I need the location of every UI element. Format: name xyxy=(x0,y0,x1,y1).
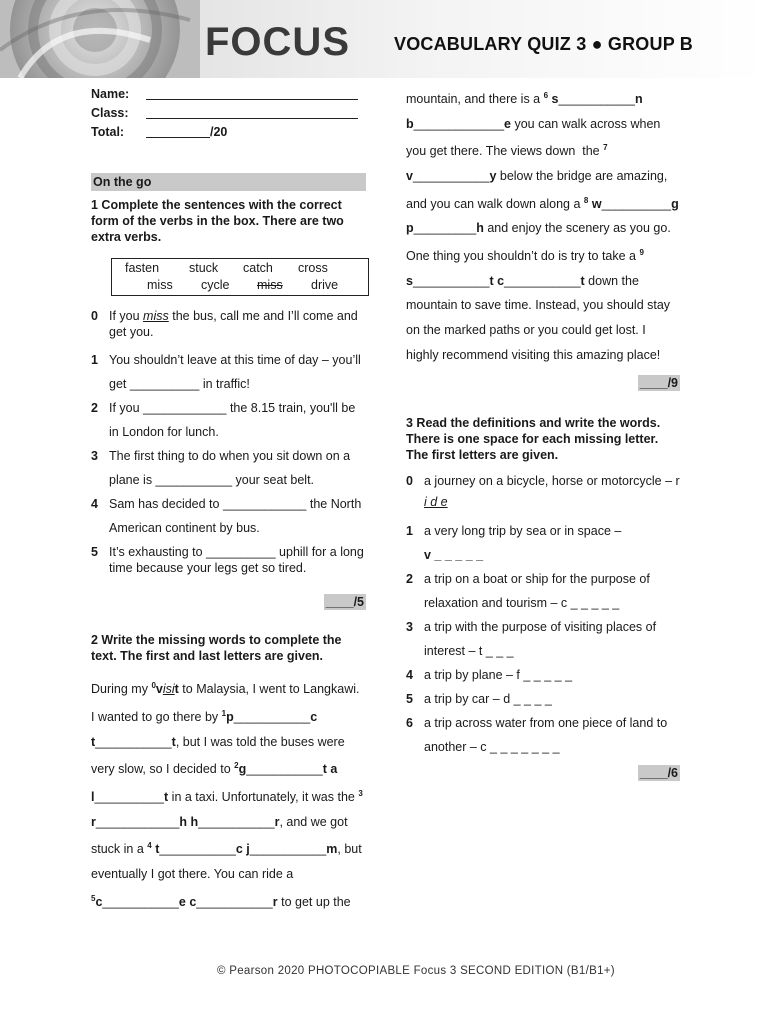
score-box[interactable]: ____/6 xyxy=(639,766,678,781)
ex1-item[interactable] xyxy=(91,348,366,396)
item-number: 1 xyxy=(406,524,413,539)
example-answer: miss xyxy=(143,309,169,323)
item-text: You shouldn’t leave at this time of day – you’ll get __________ in traffic! xyxy=(109,353,361,391)
example-text: a journey on a bicycle, horse or motorcycle – r xyxy=(424,474,680,489)
ex1-score xyxy=(91,594,366,610)
ex3-instruction: 3 Read the definitions and write the words. There is one space for each missing letter. The first letters are given. xyxy=(406,416,661,463)
quiz-title: VOCABULARY QUIZ 3 ● GROUP B xyxy=(394,34,693,54)
word-box xyxy=(111,258,369,296)
word-box-item-crossed: miss xyxy=(257,278,283,292)
item-text: a trip on a boat or ship for the purpose of relaxation and tourism – c _ _ _ _ _ xyxy=(424,572,650,611)
total-row xyxy=(91,122,366,141)
item-text: a trip by car – d _ _ _ _ xyxy=(424,692,552,707)
word-box-item: fasten xyxy=(125,261,160,275)
word-box-item: catch xyxy=(243,261,273,275)
total-label: Total: xyxy=(91,124,125,139)
swirl-graphic-icon xyxy=(0,0,200,78)
class-label: Class: xyxy=(91,105,129,120)
class-field[interactable] xyxy=(146,107,358,119)
ex1-item[interactable] xyxy=(91,396,366,444)
ex2-text-part1: During my $^0$visit to Malaysia, I went to Langkawi. I wanted to go there by $^1$p___________c t___________t, but I was told the buses were very slow, so I decided to $^2$g___________t a l__________t in a taxi. Unfortunately, it was the $^3$ r____________h h___________r, and we got stuck in a $^4$ t___________c j___________m, but eventually I got there. You can ride a $^5$c___________e c___________r to get up the xyxy=(91,681,363,909)
item-number: 2 xyxy=(406,572,413,587)
class-row xyxy=(91,103,366,122)
item-number: 6 xyxy=(406,716,413,731)
ex3-item[interactable] xyxy=(406,663,680,687)
ex2-score xyxy=(406,375,680,391)
item-number: 5 xyxy=(406,692,413,707)
header-banner xyxy=(0,0,768,78)
total-suffix: /20 xyxy=(210,124,228,139)
score-box[interactable]: ____/5 xyxy=(325,595,364,609)
word-box-item: drive xyxy=(311,278,339,292)
item-text: a very long trip by sea or in space – xyxy=(424,524,622,539)
ex3-score xyxy=(406,765,680,781)
item-text: a trip by plane – f _ _ _ _ _ xyxy=(424,668,573,683)
score-box[interactable]: ____/9 xyxy=(639,376,678,391)
footer-copyright: © Pearson 2020 PHOTOCOPIABLE Focus 3 SECOND EDITION (B1/B1+) xyxy=(217,965,615,977)
item-number: 1 xyxy=(91,353,98,367)
focus-logo: FOCUS xyxy=(205,20,350,64)
item-text: If you ____________ the 8.15 train, you'll be in London for lunch. xyxy=(109,401,356,439)
ex1-item[interactable] xyxy=(91,444,366,492)
name-field[interactable] xyxy=(146,88,358,100)
item-number: 4 xyxy=(91,497,98,511)
item-text: a trip across water from one piece of land to another – c _ _ _ _ _ _ _ xyxy=(424,716,668,755)
ex2-instruction: 2 Write the missing words to complete the text. The first and last letters are given. xyxy=(91,633,342,663)
item-number: 3 xyxy=(91,449,98,463)
ex2-text-part2: mountain, and there is a $^6$ s___________n b_____________e you can walk across when you get there. The views down the $^7$ v___________y below the bridge are amazing, and you can walk down along a $^8$ w__________g p_________h and enjoy the scenery as you go. One thing you shouldn’t do is try to take a $^9$ s___________t c___________t down the mountain to save time. Instead, you should stay on the marked paths or you could get lost. I highly recommend visiting this amazing place! xyxy=(406,91,679,362)
example-text: If you xyxy=(109,309,144,323)
word-box-item: stuck xyxy=(189,261,219,275)
item-number: 5 xyxy=(91,545,98,559)
ex3-item[interactable] xyxy=(406,519,680,567)
ex1-example xyxy=(91,308,366,340)
item-text: It’s exhausting to __________ uphill for a long time because your legs get so tired. xyxy=(109,545,364,575)
ex1-item[interactable] xyxy=(91,544,366,576)
ex3-item[interactable] xyxy=(406,615,680,663)
name-label: Name: xyxy=(91,86,130,101)
word-box-item: cross xyxy=(298,261,328,275)
item-text: Sam has decided to ____________ the North American continent by bus. xyxy=(109,497,362,535)
example-answer: i d e xyxy=(424,495,448,510)
item-number: 3 xyxy=(406,620,413,635)
item-number: 0 xyxy=(91,309,98,323)
example-text: the bus, call me and I’ll come and get you. xyxy=(109,309,358,339)
right-column xyxy=(406,84,680,781)
ex1-item[interactable] xyxy=(91,492,366,540)
word-box-item: miss xyxy=(147,278,173,292)
total-field[interactable] xyxy=(146,126,210,138)
item-number: 4 xyxy=(406,668,413,683)
ex3-item[interactable] xyxy=(406,687,680,711)
name-row xyxy=(91,84,366,103)
item-text: The first thing to do when you sit down on a plane is ___________ your seat belt. xyxy=(109,449,351,487)
ex1-instruction: 1 Complete the sentences with the correct form of the verbs in the box. There are two extra verbs. xyxy=(91,198,344,244)
item-number: 0 xyxy=(406,474,413,489)
item-answer-blank: v _ _ _ _ _ xyxy=(424,548,484,563)
ex3-example xyxy=(406,471,680,513)
left-column xyxy=(91,84,366,914)
ex3-item[interactable] xyxy=(406,711,680,759)
item-text: a trip with the purpose of visiting places of interest – t _ _ _ xyxy=(424,620,657,659)
word-box-item: cycle xyxy=(201,278,230,292)
item-number: 2 xyxy=(91,401,98,415)
section-title: On the go xyxy=(91,173,366,191)
ex3-item[interactable] xyxy=(406,567,680,615)
